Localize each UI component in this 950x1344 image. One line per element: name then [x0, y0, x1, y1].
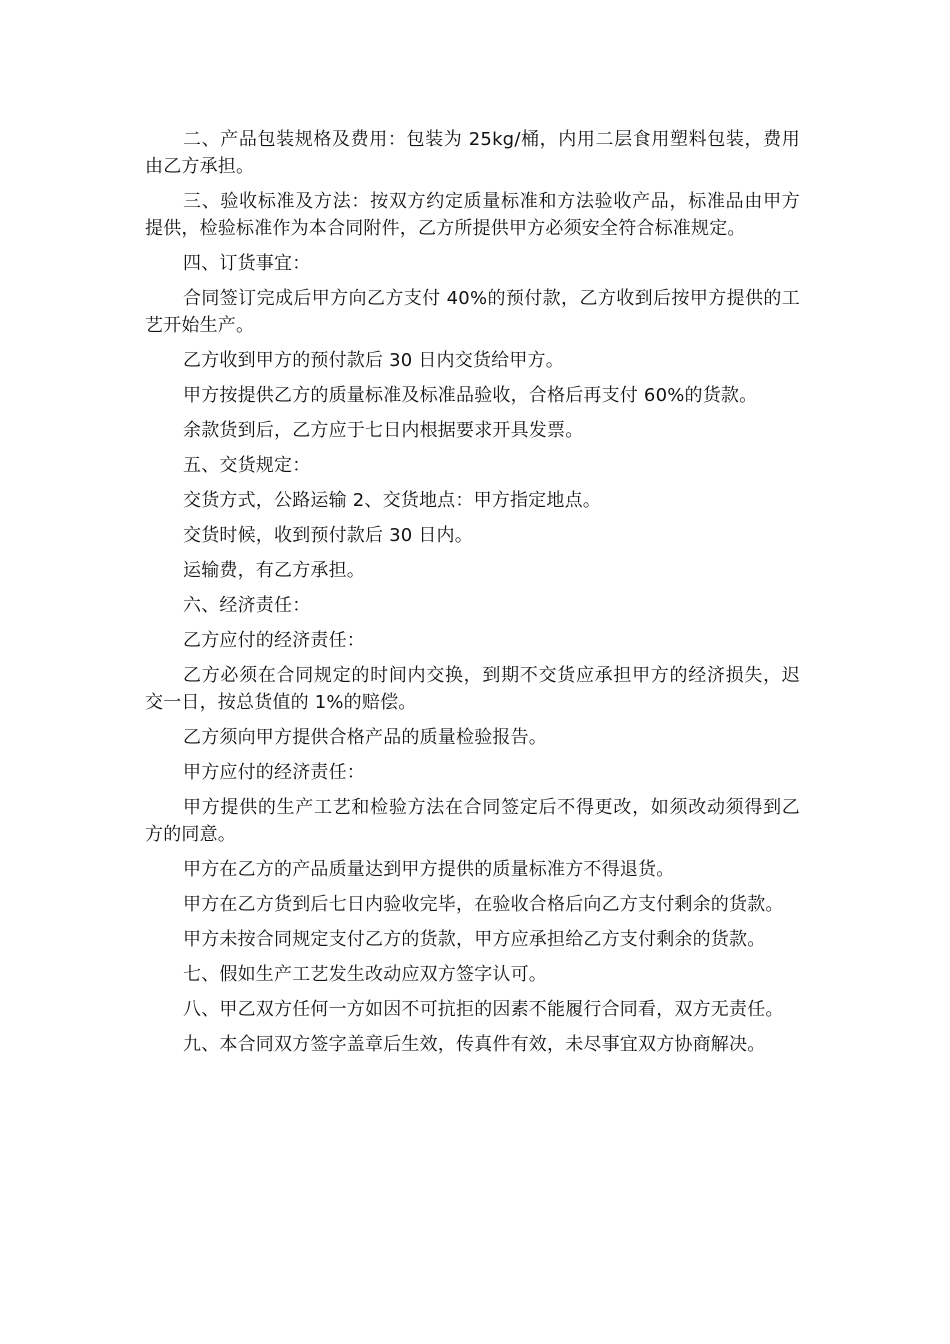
- party-a-no-return: 甲方在乙方的产品质量达到甲方提供的质量标准方不得退货。: [183, 859, 675, 880]
- delivery-time: 交货时候，收到预付款后 30 日内。: [183, 525, 473, 546]
- party-b-liability-heading: 乙方应付的经济责任：: [183, 630, 365, 651]
- document-body: [145, 126, 800, 1066]
- party-b-inspection-report: 乙方须向甲方提供合格产品的质量检验报告。: [183, 727, 547, 748]
- clause-process-change: 七、假如生产工艺发生改动应双方签字认可。: [183, 964, 547, 985]
- clause-packaging: 二、产品包装规格及费用：包装为 25kg/桶，内用二层食用塑料包装，费用由乙方承担。: [145, 129, 800, 177]
- delivery-method: 交货方式，公路运输 2、交货地点：甲方指定地点。: [183, 490, 601, 511]
- party-b-late-delivery: 乙方必须在合同规定的时间内交换，到期不交货应承担甲方的经济损失，迟交一日，按总货值的 1%的赔偿。: [145, 665, 800, 713]
- party-a-process-change: 甲方提供的生产工艺和检验方法在合同签定后不得更改，如须改动须得到乙方的同意。: [145, 797, 800, 845]
- clause-acceptance: 三、验收标准及方法：按双方约定质量标准和方法验收产品，标准品由甲方提供，检验标准作为本合同附件，乙方所提供甲方必须安全符合标准规定。: [145, 191, 800, 239]
- ordering-final-payment: 甲方按提供乙方的质量标准及标准品验收，合格后再支付 60%的货款。: [183, 385, 758, 406]
- clause-effectiveness: 九、本合同双方签字盖章后生效，传真件有效，未尽事宜双方协商解决。: [183, 1034, 766, 1055]
- ordering-prepayment: 合同签订完成后甲方向乙方支付 40%的预付款，乙方收到后按甲方提供的工艺开始生产。: [145, 288, 800, 336]
- clause-force-majeure: 八、甲乙双方任何一方如因不可抗拒的因素不能履行合同看，双方无责任。: [183, 999, 784, 1020]
- section-heading-ordering: 四、订货事宜：: [183, 253, 311, 274]
- party-a-payment-default: 甲方未按合同规定支付乙方的货款，甲方应承担给乙方支付剩余的货款。: [183, 929, 766, 950]
- section-heading-liability: 六、经济责任：: [183, 595, 311, 616]
- ordering-invoice: 余款货到后，乙方应于七日内根据要求开具发票。: [183, 420, 584, 441]
- party-a-inspection-payment: 甲方在乙方货到后七日内验收完毕，在验收合格后向乙方支付剩余的货款。: [183, 894, 784, 915]
- ordering-delivery-time: 乙方收到甲方的预付款后 30 日内交货给甲方。: [183, 350, 564, 371]
- section-heading-delivery: 五、交货规定：: [183, 455, 311, 476]
- delivery-freight: 运输费，有乙方承担。: [183, 560, 365, 581]
- party-a-liability-heading: 甲方应付的经济责任：: [183, 762, 365, 783]
